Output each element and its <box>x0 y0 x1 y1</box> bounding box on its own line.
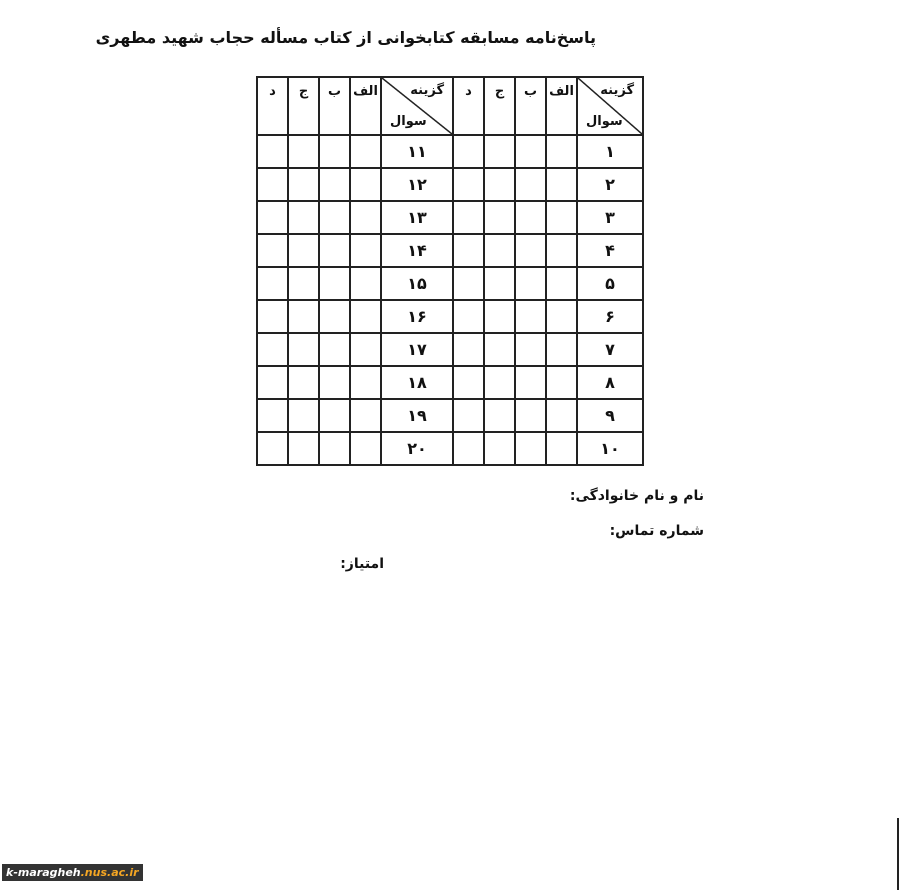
header-option-c: ج <box>288 77 319 135</box>
header-corner-cell <box>577 77 643 135</box>
table-row <box>257 300 643 333</box>
header-option-c: ج <box>484 77 515 135</box>
answer-cell[interactable] <box>288 234 319 267</box>
answer-cell[interactable] <box>484 399 515 432</box>
table-row <box>257 168 643 201</box>
answer-cell[interactable] <box>350 366 381 399</box>
answer-cell[interactable] <box>257 300 288 333</box>
watermark-accent: .nus.ac.ir <box>80 866 139 879</box>
answer-cell[interactable] <box>350 399 381 432</box>
answer-cell[interactable] <box>453 366 484 399</box>
answer-cell[interactable] <box>484 432 515 465</box>
answer-cell[interactable] <box>288 168 319 201</box>
table-row <box>257 201 643 234</box>
answer-cell[interactable] <box>350 234 381 267</box>
answer-cell[interactable] <box>319 168 350 201</box>
header-option-d: د <box>257 77 288 135</box>
answer-cell[interactable] <box>515 267 546 300</box>
answer-cell[interactable] <box>515 300 546 333</box>
header-option-a: الف <box>546 77 577 135</box>
answer-cell[interactable] <box>319 267 350 300</box>
answer-cell[interactable] <box>484 234 515 267</box>
answer-cell[interactable] <box>350 333 381 366</box>
answer-cell[interactable] <box>288 399 319 432</box>
answer-cell[interactable] <box>515 168 546 201</box>
answer-cell[interactable] <box>546 366 577 399</box>
question-number: ۱ <box>577 135 643 168</box>
question-number: ۱۴ <box>381 234 453 267</box>
answer-cell[interactable] <box>484 300 515 333</box>
answer-cell[interactable] <box>453 300 484 333</box>
answer-cell[interactable] <box>515 135 546 168</box>
table-row <box>257 399 643 432</box>
answer-cell[interactable] <box>453 135 484 168</box>
answer-cell[interactable] <box>257 135 288 168</box>
table-row <box>257 135 643 168</box>
answer-cell[interactable] <box>319 432 350 465</box>
question-number: ۴ <box>577 234 643 267</box>
answer-cell[interactable] <box>257 234 288 267</box>
answer-cell[interactable] <box>546 267 577 300</box>
answer-cell[interactable] <box>546 201 577 234</box>
name-field-label: نام و نام خانوادگی: <box>569 488 704 504</box>
answer-cell[interactable] <box>257 267 288 300</box>
answer-cell[interactable] <box>546 300 577 333</box>
answer-cell[interactable] <box>257 168 288 201</box>
table-row <box>257 234 643 267</box>
answer-cell[interactable] <box>350 432 381 465</box>
answer-cell[interactable] <box>288 432 319 465</box>
question-number: ۹ <box>577 399 643 432</box>
answer-cell[interactable] <box>288 201 319 234</box>
answer-cell[interactable] <box>484 366 515 399</box>
edge-line <box>897 818 899 890</box>
answer-cell[interactable] <box>319 366 350 399</box>
answer-cell[interactable] <box>350 267 381 300</box>
answer-cell[interactable] <box>288 333 319 366</box>
table-header-row <box>257 77 643 135</box>
answer-table <box>256 76 644 466</box>
header-option-label: گزینه <box>600 83 634 98</box>
answer-cell[interactable] <box>453 201 484 234</box>
answer-cell[interactable] <box>257 432 288 465</box>
answer-cell[interactable] <box>484 267 515 300</box>
question-number: ۷ <box>577 333 643 366</box>
question-number: ۱۸ <box>381 366 453 399</box>
table-row <box>257 267 643 300</box>
answer-cell[interactable] <box>288 300 319 333</box>
question-number: ۱۷ <box>381 333 453 366</box>
header-corner-cell <box>381 77 453 135</box>
score-field-label: امتیاز: <box>340 556 384 572</box>
answer-cell[interactable] <box>257 201 288 234</box>
table-row <box>257 432 643 465</box>
watermark-prefix: k-maragheh <box>6 866 81 879</box>
answer-cell[interactable] <box>515 201 546 234</box>
answer-cell[interactable] <box>350 201 381 234</box>
table-row <box>257 333 643 366</box>
answer-cell[interactable] <box>319 234 350 267</box>
answer-cell[interactable] <box>546 135 577 168</box>
answer-cell[interactable] <box>319 300 350 333</box>
answer-cell[interactable] <box>515 333 546 366</box>
answer-cell[interactable] <box>319 201 350 234</box>
question-number: ۱۰ <box>577 432 643 465</box>
answer-cell[interactable] <box>546 234 577 267</box>
answer-cell[interactable] <box>515 432 546 465</box>
answer-cell[interactable] <box>319 135 350 168</box>
header-option-d: د <box>453 77 484 135</box>
question-number: ۱۲ <box>381 168 453 201</box>
answer-cell[interactable] <box>453 168 484 201</box>
answer-cell[interactable] <box>350 168 381 201</box>
answer-cell[interactable] <box>515 399 546 432</box>
answer-cell[interactable] <box>319 399 350 432</box>
phone-field-label: شماره تماس: <box>609 523 704 539</box>
answer-cell[interactable] <box>453 399 484 432</box>
question-number: ۱۱ <box>381 135 453 168</box>
header-question-label: سوال <box>390 114 427 129</box>
answer-cell[interactable] <box>515 234 546 267</box>
answer-cell[interactable] <box>546 399 577 432</box>
question-number: ۸ <box>577 366 643 399</box>
question-number: ۲ <box>577 168 643 201</box>
answer-cell[interactable] <box>546 432 577 465</box>
answer-cell[interactable] <box>484 333 515 366</box>
question-number: ۶ <box>577 300 643 333</box>
header-option-label: گزینه <box>410 83 444 98</box>
answer-cell[interactable] <box>350 135 381 168</box>
answer-cell[interactable] <box>546 168 577 201</box>
answer-cell[interactable] <box>546 333 577 366</box>
question-number: ۳ <box>577 201 643 234</box>
answer-cell[interactable] <box>453 432 484 465</box>
header-option-b: ب <box>515 77 546 135</box>
question-number: ۱۶ <box>381 300 453 333</box>
answer-cell[interactable] <box>453 234 484 267</box>
answer-cell[interactable] <box>288 267 319 300</box>
question-number: ۵ <box>577 267 643 300</box>
question-number: ۱۵ <box>381 267 453 300</box>
header-question-label: سوال <box>586 114 623 129</box>
answer-cell[interactable] <box>515 366 546 399</box>
answer-cell[interactable] <box>288 366 319 399</box>
header-option-a: الف <box>350 77 381 135</box>
answer-cell[interactable] <box>484 168 515 201</box>
answer-cell[interactable] <box>288 135 319 168</box>
answer-cell[interactable] <box>484 135 515 168</box>
answer-cell[interactable] <box>319 333 350 366</box>
site-watermark <box>2 864 143 881</box>
header-option-b: ب <box>319 77 350 135</box>
answer-cell[interactable] <box>453 333 484 366</box>
answer-cell[interactable] <box>257 366 288 399</box>
question-number: ۱۳ <box>381 201 453 234</box>
answer-cell[interactable] <box>257 333 288 366</box>
table-row <box>257 366 643 399</box>
question-number: ۱۹ <box>381 399 453 432</box>
answer-cell[interactable] <box>350 300 381 333</box>
page-title: پاسخ‌نامه مسابقه کتابخوانی از کتاب مسأله حجاب شهید مطهری <box>95 28 596 47</box>
answer-cell[interactable] <box>257 399 288 432</box>
answer-cell[interactable] <box>484 201 515 234</box>
question-number: ۲۰ <box>381 432 453 465</box>
answer-cell[interactable] <box>453 267 484 300</box>
